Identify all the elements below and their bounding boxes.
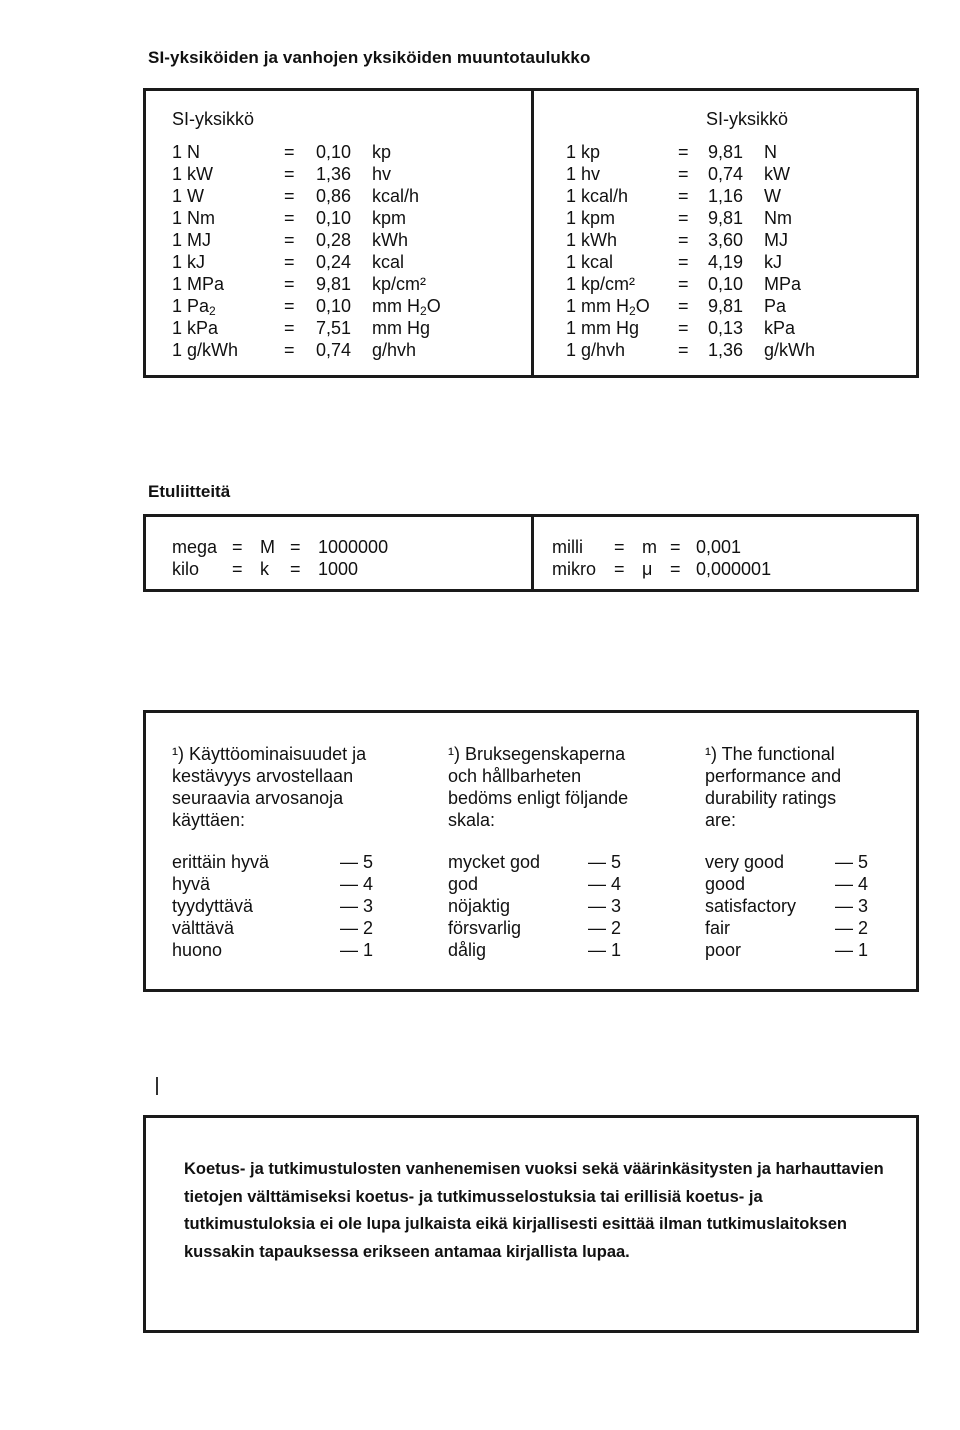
to-unit: kpm (372, 208, 407, 228)
equals-sign: = (670, 559, 681, 579)
equals-sign: = (290, 559, 301, 579)
conversion-value: 0,10 (708, 274, 744, 294)
conversion-value: 9,81 (316, 274, 352, 294)
rating-value: — 1 (588, 940, 622, 960)
rating-value: — 4 (340, 874, 374, 894)
conversion-value: 3,60 (708, 230, 744, 250)
equals-sign: = (284, 208, 295, 228)
equals-sign: = (678, 318, 689, 338)
to-unit: MJ (764, 230, 788, 250)
conversion-row (172, 207, 441, 229)
right-conversion-rows (566, 141, 815, 361)
from-unit: 1 kpm (566, 208, 616, 228)
from-unit: 1 N (172, 142, 201, 162)
rating-label: försvarlig (448, 918, 522, 938)
rating-row (448, 917, 640, 939)
prefixes-left-column (172, 536, 388, 580)
prefix-name: mega (172, 537, 218, 557)
equals-sign: = (232, 537, 243, 557)
conversion-row (566, 339, 815, 361)
equals-sign: = (284, 142, 295, 162)
from-unit: 1 kcal (566, 252, 614, 272)
equals-sign: = (614, 559, 625, 579)
rating-value: — 3 (588, 896, 622, 916)
from-unit: 1 kWh (566, 230, 618, 250)
rating-intro-line: käyttäen: (172, 810, 246, 830)
to-unit: Pa (764, 296, 787, 316)
from-unit: 1 hv (566, 164, 601, 184)
conversion-row (172, 295, 441, 317)
equals-sign: = (678, 230, 689, 250)
conversion-row (566, 251, 815, 273)
prefix-name: milli (552, 537, 583, 557)
rating-intro-line: ¹) Bruksegenskaperna (448, 744, 626, 764)
ratings-english-column (705, 743, 885, 961)
equals-sign: = (614, 537, 625, 557)
rating-row (448, 851, 640, 873)
rating-value: — 4 (835, 874, 869, 894)
from-unit: 1 kcal/h (566, 186, 629, 206)
conversion-row (566, 163, 815, 185)
to-unit: kcal/h (372, 186, 420, 206)
prefix-value: 1000 (318, 559, 359, 579)
rating-intro-line: ¹) The functional (705, 744, 835, 764)
equals-sign: = (678, 274, 689, 294)
from-unit-text: 1 mm H (566, 296, 629, 316)
conversion-table (143, 88, 919, 378)
conversion-value: 0,13 (708, 318, 744, 338)
prefixes-right-column (552, 536, 771, 580)
rating-value: — 2 (835, 918, 869, 938)
conversion-value: 1,36 (316, 164, 352, 184)
rating-row (172, 873, 392, 895)
rating-row (705, 939, 887, 961)
from-unit: 1 mm Hg (566, 318, 640, 338)
conversion-value: 0,10 (316, 208, 352, 228)
to-unit: kW (764, 164, 790, 184)
from-unit: 1 kp/cm² (566, 274, 636, 294)
to-unit: kp/cm² (372, 274, 426, 294)
rating-intro (448, 743, 648, 851)
rating-intro (705, 743, 885, 851)
rating-label: poor (705, 940, 742, 960)
rating-row (705, 895, 887, 917)
to-unit: kJ (764, 252, 782, 272)
conversion-divider (531, 91, 534, 375)
ratings-finnish-column (172, 743, 402, 961)
from-unit-subscript: 2 (629, 304, 636, 318)
prefix-symbol: M (260, 537, 275, 557)
to-unit: Nm (764, 208, 792, 228)
prefixes-table (143, 514, 919, 592)
conversion-value: 0,74 (316, 340, 352, 360)
rating-label: dålig (448, 940, 487, 960)
from-unit-text: 1 Pa (172, 296, 210, 316)
from-unit-text-tail: O (635, 296, 650, 316)
rating-row (705, 917, 887, 939)
conversion-row (172, 163, 441, 185)
conversion-value: 0,74 (708, 164, 744, 184)
prefixes-title: Etuliitteitä (148, 482, 231, 501)
rating-label: fair (705, 918, 731, 938)
from-unit: 1 kPa (172, 318, 219, 338)
equals-sign: = (678, 164, 689, 184)
rating-value: — 2 (340, 918, 374, 938)
prefix-name: mikro (552, 559, 596, 579)
rating-label: huono (172, 940, 223, 960)
left-conversion-rows (172, 141, 441, 361)
to-unit: kcal (372, 252, 405, 272)
right-column-header: SI-yksikkö (706, 109, 789, 129)
from-unit: 1 g/hvh (566, 340, 626, 360)
equals-sign: = (284, 230, 295, 250)
to-unit: kPa (764, 318, 796, 338)
conversion-value: 0,10 (316, 142, 352, 162)
to-unit-text: mm H (372, 296, 420, 316)
prefix-symbol: k (260, 559, 269, 579)
rating-row (448, 939, 640, 961)
rating-row (172, 939, 392, 961)
rating-label: mycket god (448, 852, 541, 872)
prefix-row (172, 536, 388, 558)
rating-label: very good (705, 852, 785, 872)
from-unit (566, 295, 678, 317)
equals-sign: = (284, 296, 295, 316)
equals-sign: = (678, 252, 689, 272)
equals-sign: = (678, 208, 689, 228)
equals-sign: = (290, 537, 301, 557)
conversion-row (172, 185, 441, 207)
from-unit: 1 kW (172, 164, 214, 184)
conversion-value: 0,86 (316, 186, 352, 206)
rating-intro-line: seuraavia arvosanoja (172, 788, 344, 808)
rating-value: — 3 (835, 896, 869, 916)
conversion-value: 0,24 (316, 252, 352, 272)
equals-sign: = (284, 186, 295, 206)
prefixes-divider (531, 517, 534, 589)
from-unit-subscript: 2 (209, 304, 216, 318)
rating-value: — 5 (340, 852, 374, 872)
conversion-row (566, 141, 815, 163)
to-unit (372, 295, 441, 317)
rating-value: — 5 (835, 852, 869, 872)
rating-label: god (448, 874, 479, 894)
conversion-value: 1,16 (708, 186, 744, 206)
prefix-row (552, 536, 771, 558)
conversion-row (566, 207, 815, 229)
rating-value: — 3 (340, 896, 374, 916)
left-column-header: SI-yksikkö (172, 109, 255, 129)
from-unit: 1 g/kWh (172, 340, 239, 360)
to-unit-text-tail: O (426, 296, 441, 316)
rating-row (172, 851, 392, 873)
rating-intro-line: performance and (705, 766, 842, 786)
conversion-row (566, 273, 815, 295)
to-unit: kWh (372, 230, 408, 250)
rating-intro-line: are: (705, 810, 737, 830)
conversion-row (566, 185, 815, 207)
notice-box (143, 1115, 919, 1333)
equals-sign: = (284, 340, 295, 360)
conversion-value: 0,28 (316, 230, 352, 250)
rating-label: tyydyttävä (172, 896, 254, 916)
prefix-symbol: m (642, 537, 657, 557)
rating-label: satisfactory (705, 896, 797, 916)
equals-sign: = (284, 318, 295, 338)
margin-mark (156, 1077, 158, 1095)
conversion-value: 0,10 (316, 296, 352, 316)
rating-row (448, 873, 640, 895)
prefix-row (172, 558, 388, 580)
rating-value: — 2 (588, 918, 622, 938)
rating-intro-line: bedöms enligt följande (448, 788, 629, 808)
equals-sign: = (670, 537, 681, 557)
prefix-row (552, 558, 771, 580)
conversion-value: 4,19 (708, 252, 744, 272)
prefix-value: 0,000001 (696, 559, 772, 579)
to-unit: kp (372, 142, 392, 162)
notice-text: Koetus- ja tutkimustulosten vanhenemisen vuoksi sekä väärinkäsitysten ja harhauttavien tietojen välttämiseksi koetus- ja tutkimusselostuksia tai erillisiä koetus- ja tutkimustuloksia ei ole lupa julkaista eikä kirjallisesti esittää ilman tutkimuslaitoksen kussakin tapauksessa erikseen antamaa kirjallista lupaa. (184, 1160, 884, 1261)
equals-sign: = (284, 252, 295, 272)
rating-value: — 1 (340, 940, 374, 960)
conversion-value: 9,81 (708, 142, 744, 162)
from-unit: 1 kp (566, 142, 601, 162)
conversion-row (172, 273, 441, 295)
rating-label: erittäin hyvä (172, 852, 270, 872)
conversion-row (566, 295, 815, 317)
from-unit: 1 kJ (172, 252, 206, 272)
prefix-name: kilo (172, 559, 200, 579)
rating-row (705, 851, 887, 873)
conversion-row (172, 229, 441, 251)
conversion-row (172, 141, 441, 163)
to-unit: W (764, 186, 781, 206)
prefix-value: 1000000 (318, 537, 389, 557)
conversion-value: 9,81 (708, 296, 744, 316)
to-unit-subscript: 2 (420, 304, 427, 318)
equals-sign: = (232, 559, 243, 579)
prefix-value: 0,001 (696, 537, 742, 557)
rating-value: — 4 (588, 874, 622, 894)
conversion-value: 7,51 (316, 318, 352, 338)
ratings-swedish-column (448, 743, 648, 961)
rating-intro-line: skala: (448, 810, 496, 830)
from-unit: 1 Nm (172, 208, 216, 228)
from-unit: 1 W (172, 186, 205, 206)
page-title: SI-yksiköiden ja vanhojen yksiköiden muuntotaulukko (148, 48, 591, 67)
to-unit: g/hvh (372, 340, 417, 360)
rating-intro-line: kestävyys arvostellaan (172, 766, 354, 786)
rating-label: välttävä (172, 918, 235, 938)
rating-value: — 1 (835, 940, 869, 960)
from-unit: 1 MJ (172, 230, 212, 250)
equals-sign: = (678, 186, 689, 206)
equals-sign: = (678, 296, 689, 316)
to-unit: g/kWh (764, 340, 816, 360)
to-unit: MPa (764, 274, 802, 294)
from-unit (172, 295, 284, 317)
rating-label: nöjaktig (448, 896, 511, 916)
conversion-value: 1,36 (708, 340, 744, 360)
to-unit: N (764, 142, 777, 162)
conversion-value: 9,81 (708, 208, 744, 228)
rating-intro-line: durability ratings (705, 788, 837, 808)
to-unit: mm Hg (372, 318, 430, 338)
conversion-column-si-to-old (172, 108, 441, 361)
conversion-row (172, 339, 441, 361)
rating-intro-line: ¹) Käyttöominaisuudet ja (172, 744, 367, 764)
conversion-row (566, 229, 815, 251)
prefix-symbol: μ (642, 559, 653, 579)
equals-sign: = (678, 340, 689, 360)
rating-intro (172, 743, 402, 851)
equals-sign: = (284, 274, 295, 294)
equals-sign: = (284, 164, 295, 184)
rating-row (172, 895, 392, 917)
conversion-column-old-to-si (566, 108, 815, 361)
from-unit: 1 MPa (172, 274, 225, 294)
to-unit: hv (372, 164, 392, 184)
rating-row (705, 873, 887, 895)
rating-intro-line: och hållbarheten (448, 766, 582, 786)
conversion-row (172, 317, 441, 339)
ratings-table (143, 710, 919, 992)
rating-row (172, 917, 392, 939)
conversion-row (566, 317, 815, 339)
equals-sign: = (678, 142, 689, 162)
rating-label: hyvä (172, 874, 211, 894)
conversion-row (172, 251, 441, 273)
rating-label: good (705, 874, 746, 894)
rating-value: — 5 (588, 852, 622, 872)
rating-row (448, 895, 640, 917)
